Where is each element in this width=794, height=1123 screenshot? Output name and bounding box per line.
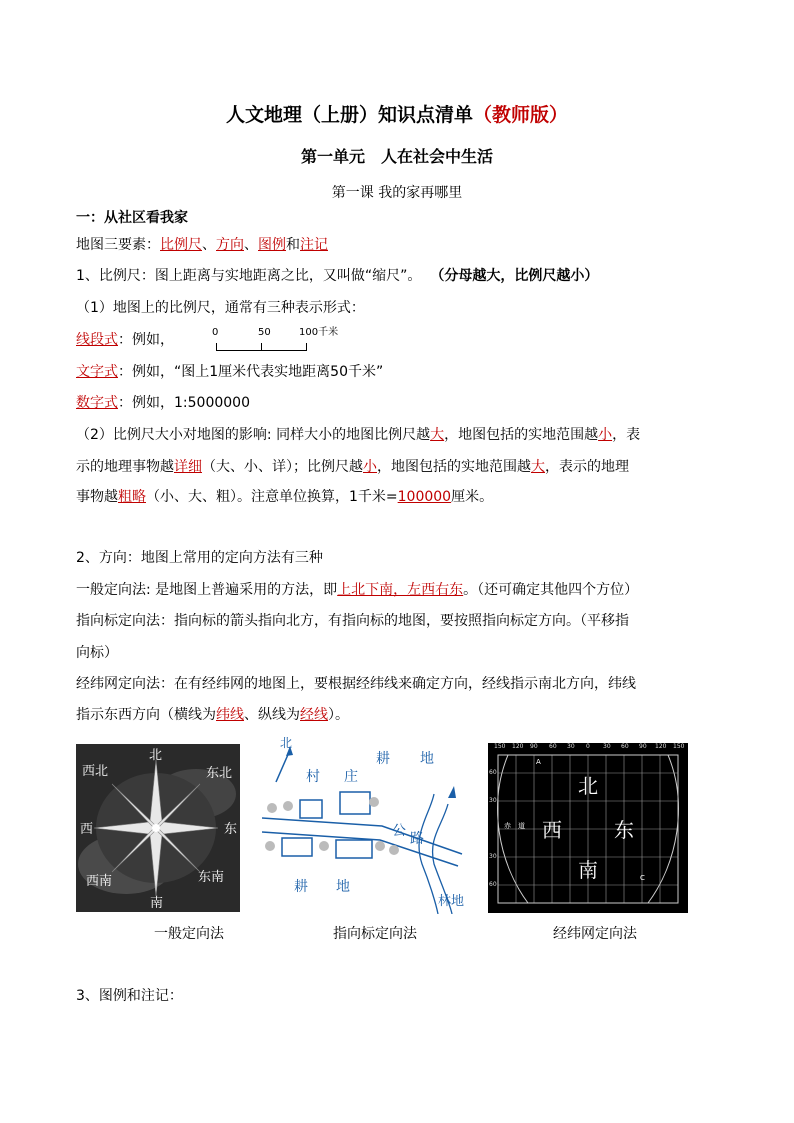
section-heading: 一：从社区看我家: [76, 210, 188, 226]
numeric-scale-line: 数字式：例如，1:5000000: [76, 395, 250, 411]
pointer-method-1: 指向标定向法：指向标的箭头指向北方，有指向标的地图，要按照指向标定方向。（平移指: [76, 613, 629, 629]
pointer-method-2: 向标）: [76, 645, 118, 661]
compass-caption: 一般定向法: [154, 926, 224, 942]
grid-method-1: 经纬网定向法：在有经纬网的地图上，要根据经纬线来确定方向，经线指示南北方向，纬线: [76, 676, 636, 692]
influence-line-3: 事物越粗略（小、大、粗）。注意单位换算，1千米=100000厘米。: [76, 489, 494, 505]
line-scale-line: 线段式：例如，: [76, 332, 174, 348]
influence-line-1: （2）比例尺大小对地图的影响: 同样大小的地图比例尺越大，地图包括的实地范围越小，表: [76, 427, 641, 443]
grid-caption: 经纬网定向法: [553, 926, 637, 942]
influence-line-2: 示的地理事物越详细（大、小、详）；比例尺越小，地图包括的实地范围越大，表示的地理: [76, 459, 629, 475]
lesson-title: 第一课 我的家再哪里: [331, 185, 463, 201]
top-tick-labels: 150 120 90 60 30 0 30 60 90 120 150: [494, 743, 685, 750]
compass-figure: 北 东北 西北 西 东 西南 东南 南: [76, 744, 240, 912]
scale-definition: 1、比例尺：图上距离与实地距离之比，又叫做“缩尺”。 （分母越大，比例尺越小）: [76, 268, 599, 284]
scale-forms-intro: （1）地图上的比例尺，通常有三种表示形式：: [76, 300, 365, 316]
text-scale-line: 文字式：例如，“图上1厘米代表实地距离50千米”: [76, 364, 384, 380]
page-title: 人文地理（上册）知识点清单（教师版）: [225, 104, 569, 126]
scale-tip: （分母越大，比例尺越小）: [430, 268, 599, 284]
pointer-map-figure: 北 耕 地 村 庄 公 路 耕 地 林地: [262, 734, 470, 914]
unit-title: 第一单元 人在社会中生活: [300, 147, 493, 166]
legend-title: 3、图例和注记：: [76, 988, 183, 1004]
general-method: 一般定向法: 是地图上普遍采用的方法，即上北下南，左西右东。（还可确定其他四个方位）: [76, 582, 639, 598]
grid-method-2: 指示东西方向（横线为纬线、纵线为经线）。: [76, 707, 349, 723]
latlong-grid-figure: 150 120 90 60 30 0 30 60 90 120 150 60 30 30 60 北 西 东 南 A C 赤 道: [488, 743, 688, 913]
direction-title: 2、方向：地图上常用的定向方法有三种: [76, 550, 323, 566]
map-elements-line: 地图三要素：比例尺、方向、图例和注记: [76, 237, 328, 253]
line-scale-bar: 0 50 100千米: [210, 327, 350, 357]
title-tag: （教师版）: [473, 104, 569, 126]
pointer-caption: 指向标定向法: [333, 926, 417, 942]
